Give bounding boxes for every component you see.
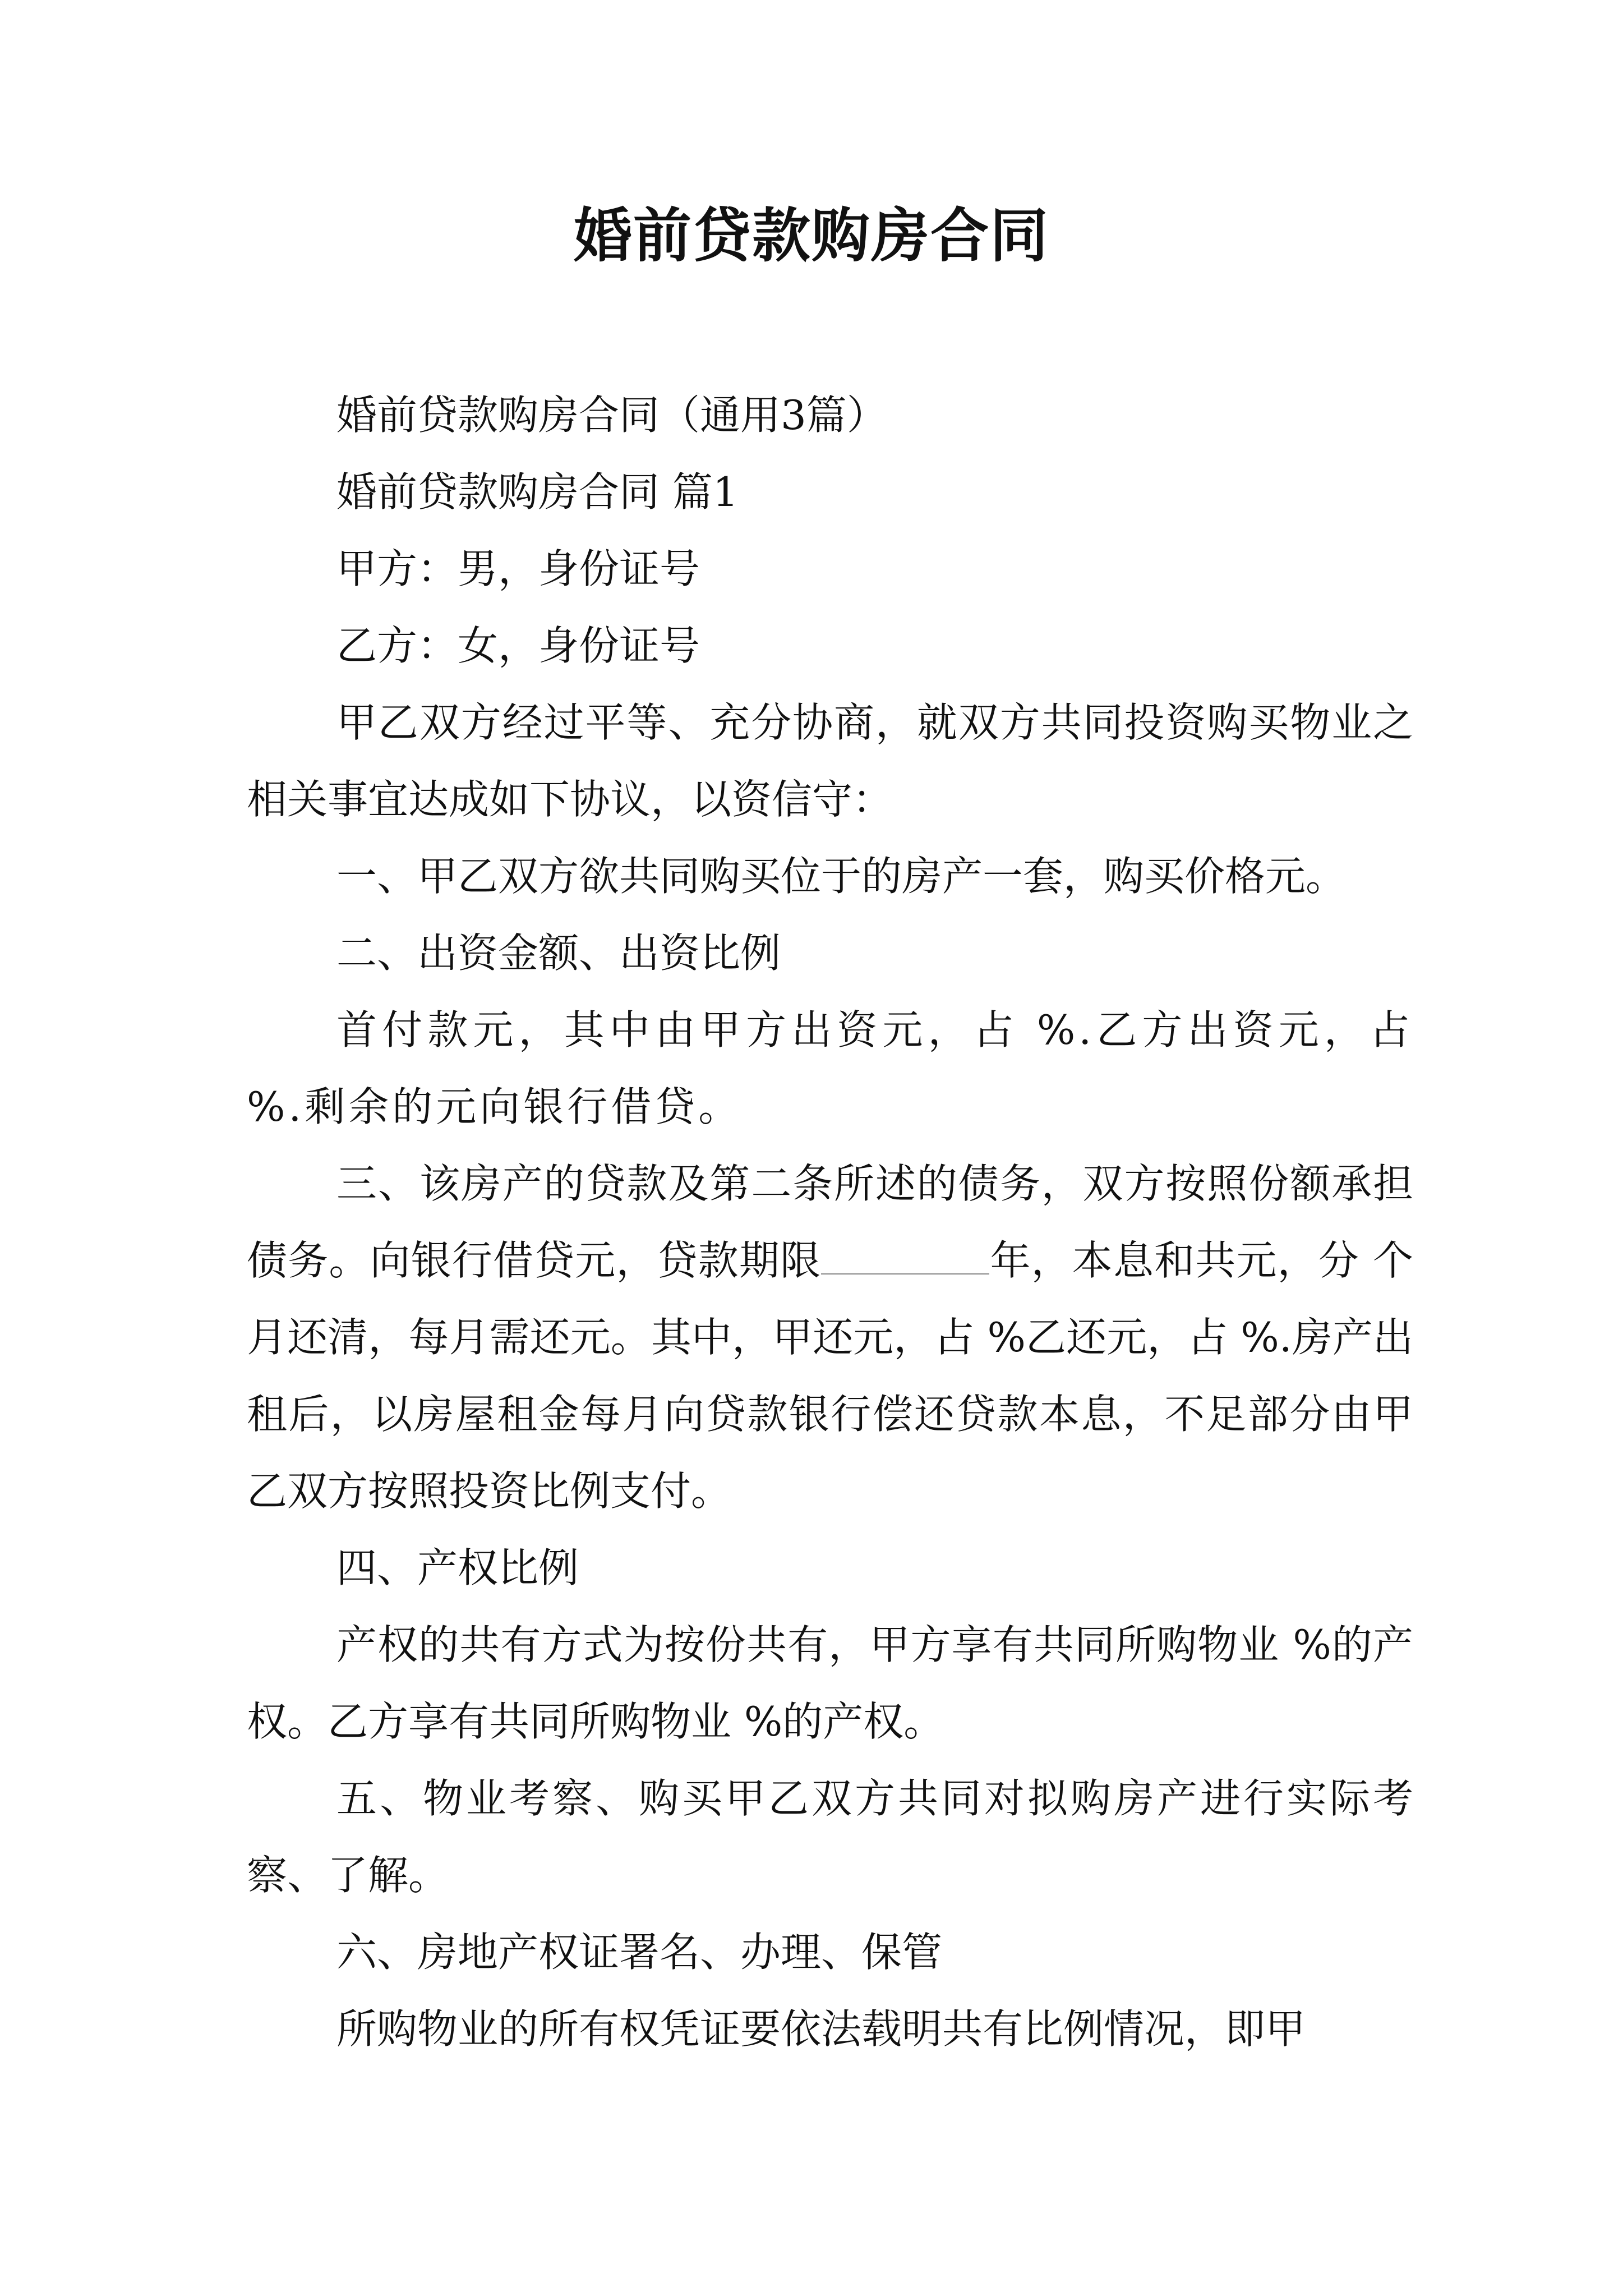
paragraph-clause-4-body: 产权的共有方式为按份共有，甲方享有共同所购物业 %的产权。乙方享有共同所购物业 %的产权。 xyxy=(247,1621,1413,1745)
paragraph-preamble: 甲乙双方经过平等、充分协商，就双方共同投资购买物业之相关事宜达成如下协议，以资信守： xyxy=(247,699,1413,823)
paragraph-section-heading: 婚前贷款购房合同 篇1 xyxy=(336,468,739,516)
paragraph-clause-6-body: 所购物业的所有权凭证要依法载明共有比例情况，即甲 xyxy=(336,2005,1306,2053)
paragraph-clause-5: 五、物业考察、购买甲乙双方共同对拟购房产进行实际考察、了解。 xyxy=(247,1775,1413,1899)
paragraph-clause-1: 一、甲乙双方欲共同购买位于的房产一套，购买价格元。 xyxy=(336,853,1347,900)
paragraph-party-a: 甲方：男，身份证号 xyxy=(336,545,700,592)
blank-line xyxy=(821,1241,989,1274)
paragraph-clause-4-heading: 四、产权比例 xyxy=(336,1544,579,1591)
document-title: 婚前贷款购房合同 xyxy=(573,201,1049,270)
paragraph-clause-6-heading: 六、房地产权证署名、办理、保管 xyxy=(336,1929,943,1976)
paragraph-clause-2-heading: 二、出资金额、出资比例 xyxy=(336,930,781,977)
paragraph-subtitle: 婚前贷款购房合同（通用3篇） xyxy=(336,392,887,439)
document-body xyxy=(247,377,1413,2068)
paragraph-clause-3 xyxy=(247,1145,1413,1530)
clause-3-part-2: 年，本息和共元，分 个月还清，每月需还元。其中，甲还元，占 %乙还元，占 %.房产出租后，以房屋租金每月向贷款银行偿还贷款本息，不足部分由甲乙双方按照投资比例支付。 xyxy=(247,1237,1413,1515)
clause-3-part-1: 三、该房产的贷款及第二条所述的债务，双方按照份额承担债务。向银行借贷元，贷款期限 xyxy=(247,1160,1413,1284)
paragraph-clause-2-body: 首付款元，其中由甲方出资元，占 %.乙方出资元，占 %.剩余的元向银行借贷。 xyxy=(247,1006,1413,1130)
paragraph-party-b: 乙方：女，身份证号 xyxy=(336,622,700,669)
